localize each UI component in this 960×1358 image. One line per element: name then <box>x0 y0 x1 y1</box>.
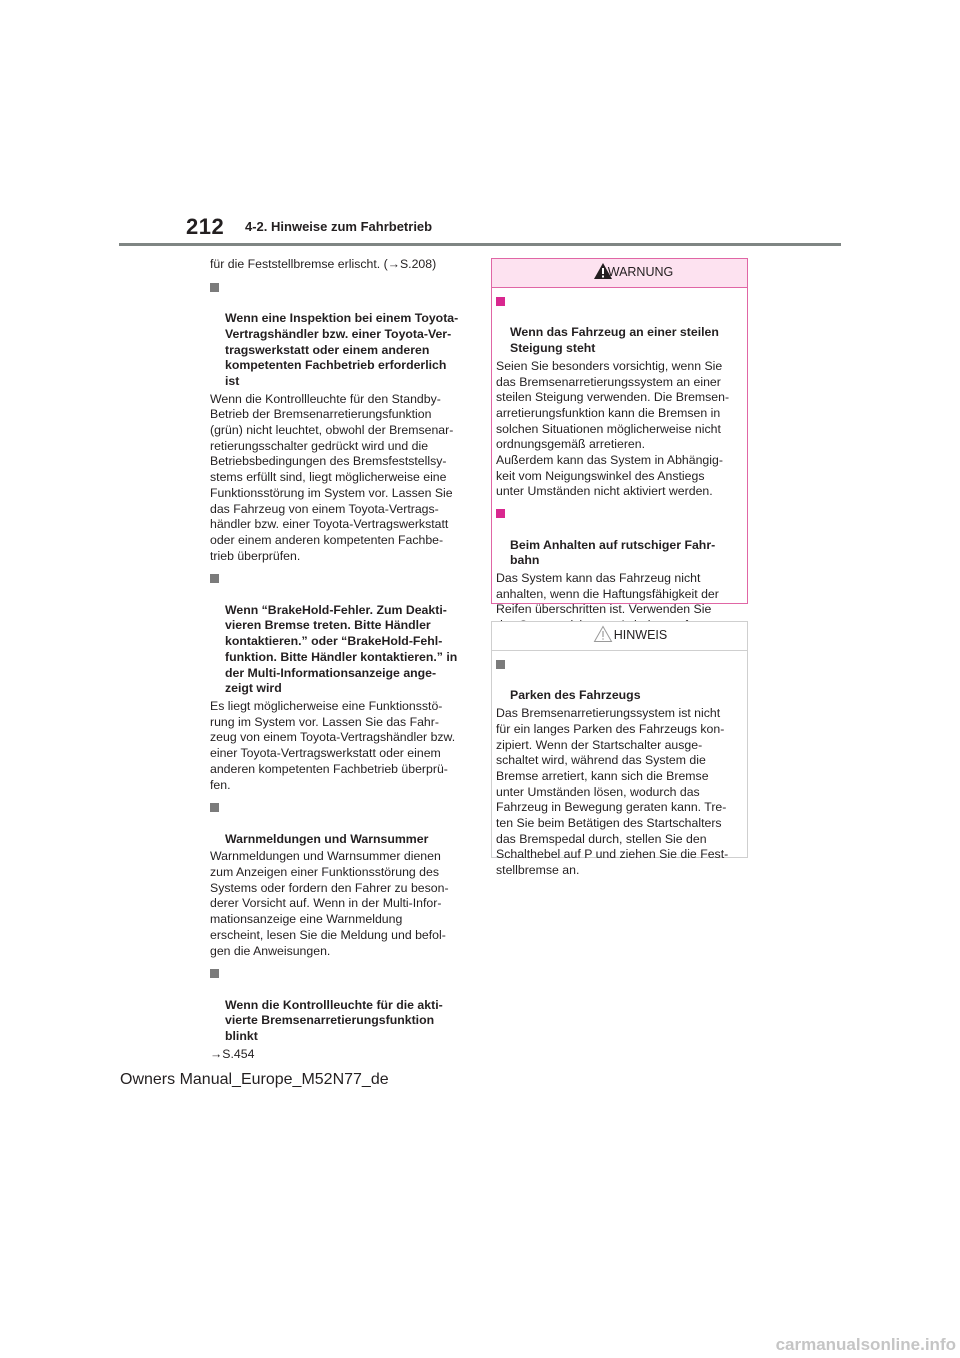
page-reference-link[interactable]: →S.454 <box>210 1046 255 1061</box>
bullet-square-icon <box>496 660 505 669</box>
warning-heading-slippery-road: Beim Anhalten auf rutschiger Fahr- bahn <box>496 506 743 569</box>
warning-text-steep-slope: Seien Sie besonders vorsichtig, wenn Sie das Bremsenarretierungssystem an einer steilen Steigung verwenden. Die Bremsen- arretierungsfunktion kann die Bremsen in solchen Situationen möglicherweise nicht ordnungsgemäß arretieren. Außerdem kann das System in Abhängig- keit vom Neigungswinkel des Anstiegs unter Umständen nicht aktiviert werden. <box>496 358 730 499</box>
header-divider <box>119 243 841 246</box>
section-heading-inspection: Wenn eine Inspektion bei einem Toyota- Vertragshändler bzw. einer Toyota-Ver- tragswerkstatt oder einem anderen kompetenten Fachbetrieb erforderlich ist <box>210 280 468 390</box>
notice-box-title: HINWEIS <box>613 628 668 643</box>
bullet-square-icon <box>210 969 219 978</box>
left-column <box>210 257 468 1069</box>
notice-heading-parking: Parken des Fahrzeugs <box>496 657 743 704</box>
notice-box <box>491 621 748 878</box>
bullet-square-icon <box>496 297 505 306</box>
warning-box-header <box>492 259 747 288</box>
section-heading-indicator-blinks: Wenn die Kontrollleuchte für die akti- vierte Bremsenarretierungsfunktion blinkt <box>210 966 468 1045</box>
warning-box-title: WARNUNG <box>607 265 674 280</box>
footer-document-id: Owners Manual_Europe_M52N77_de <box>120 1071 389 1088</box>
caution-triangle-outline-icon <box>593 625 613 643</box>
bullet-square-icon <box>496 509 505 518</box>
notice-box-body <box>492 651 747 889</box>
warning-box <box>491 258 748 617</box>
intro-paragraph: für die Feststellbremse erlischt. (→S.208) <box>210 257 437 271</box>
page-number: 212 <box>186 214 225 239</box>
warning-triangle-icon <box>593 262 613 280</box>
section-heading-warnings: Warnmeldungen und Warnsummer <box>210 800 468 847</box>
watermark: carmanualsonline.info <box>775 1335 956 1354</box>
section-text-brakehold-error: Es liegt möglicherweise eine Funktionsstö- rung im System vor. Lassen Sie das Fahr- zeug von einem Toyota-Vertragshändler bzw. einer Toyota-Vertragswerkstatt oder einem anderen kompetenten Fachbetrieb überprü- fen. <box>210 698 456 792</box>
warning-box-body <box>492 288 747 659</box>
warning-heading-steep-slope: Wenn das Fahrzeug an einer steilen Steigung steht <box>496 294 743 357</box>
section-text-warnings: Warnmeldungen und Warnsummer dienen zum Anzeigen einer Funktionsstörung des Systems oder fordern den Fahrer zu beson- derer Vorsicht auf. Wenn in der Multi-Infor- mationsanzeige eine Warnmeldung erscheint, lesen Sie die Meldung und befol- gen die Anweisungen. <box>210 849 449 958</box>
section-text-inspection: Wenn die Kontrollleuchte für den Standby- Betrieb der Bremsenarretierungsfunktion (grün) nicht leuchtet, obwohl der Bremsenar- retierungsschalter gedrückt wird und die Betriebsbedingungen des Bremsfeststellsy- stems erfüllt sind, liegt möglicherweise eine Funktionsstörung im System vor. Lassen Sie das Fahrzeug von einem Toyota-Vertrags- händler bzw. einer Toyota-Vertragswerkstatt oder einem anderen kompetenten Fachbe- trieb überprüfen. <box>210 391 454 563</box>
warning-text-slippery-road: Das System kann das Fahrzeug nicht anhalten, wenn die Haftungsfähigkeit der Reifen überschritten ist. Verwenden Sie <box>496 570 719 617</box>
notice-text-parking: Das Bremsenarretierungssystem ist nicht für ein langes Parken des Fahrzeugs kon- zipiert. Wenn der Startschalter ausge- schaltet wird, während das System die Bremse arretiert, kann sich die Bremse unter Umständen lösen, wodurch das Fahrzeug in Bewegung geraten kann. Tre- ten Sie beim Betätigen des Startschalters das Bremspedal durch, stellen Sie den Schalthebel auf P und ziehen Sie die Fest- stellbremse an. <box>496 706 729 878</box>
bullet-square-icon <box>210 574 219 583</box>
bullet-square-icon <box>210 803 219 812</box>
section-title: 4-2. Hinweise zum Fahrbetrieb <box>245 219 433 234</box>
bullet-square-icon <box>210 283 219 292</box>
notice-box-header <box>492 622 747 651</box>
section-heading-brakehold-error: Wenn “BrakeHold-Fehler. Zum Deakti- vieren Bremse treten. Bitte Händler kontaktieren.” oder “BrakeHold-Fehl- funktion. Bitte Händler kontaktieren.” in der Multi-Informationsanzeige ange- zeigt wird <box>210 571 468 697</box>
